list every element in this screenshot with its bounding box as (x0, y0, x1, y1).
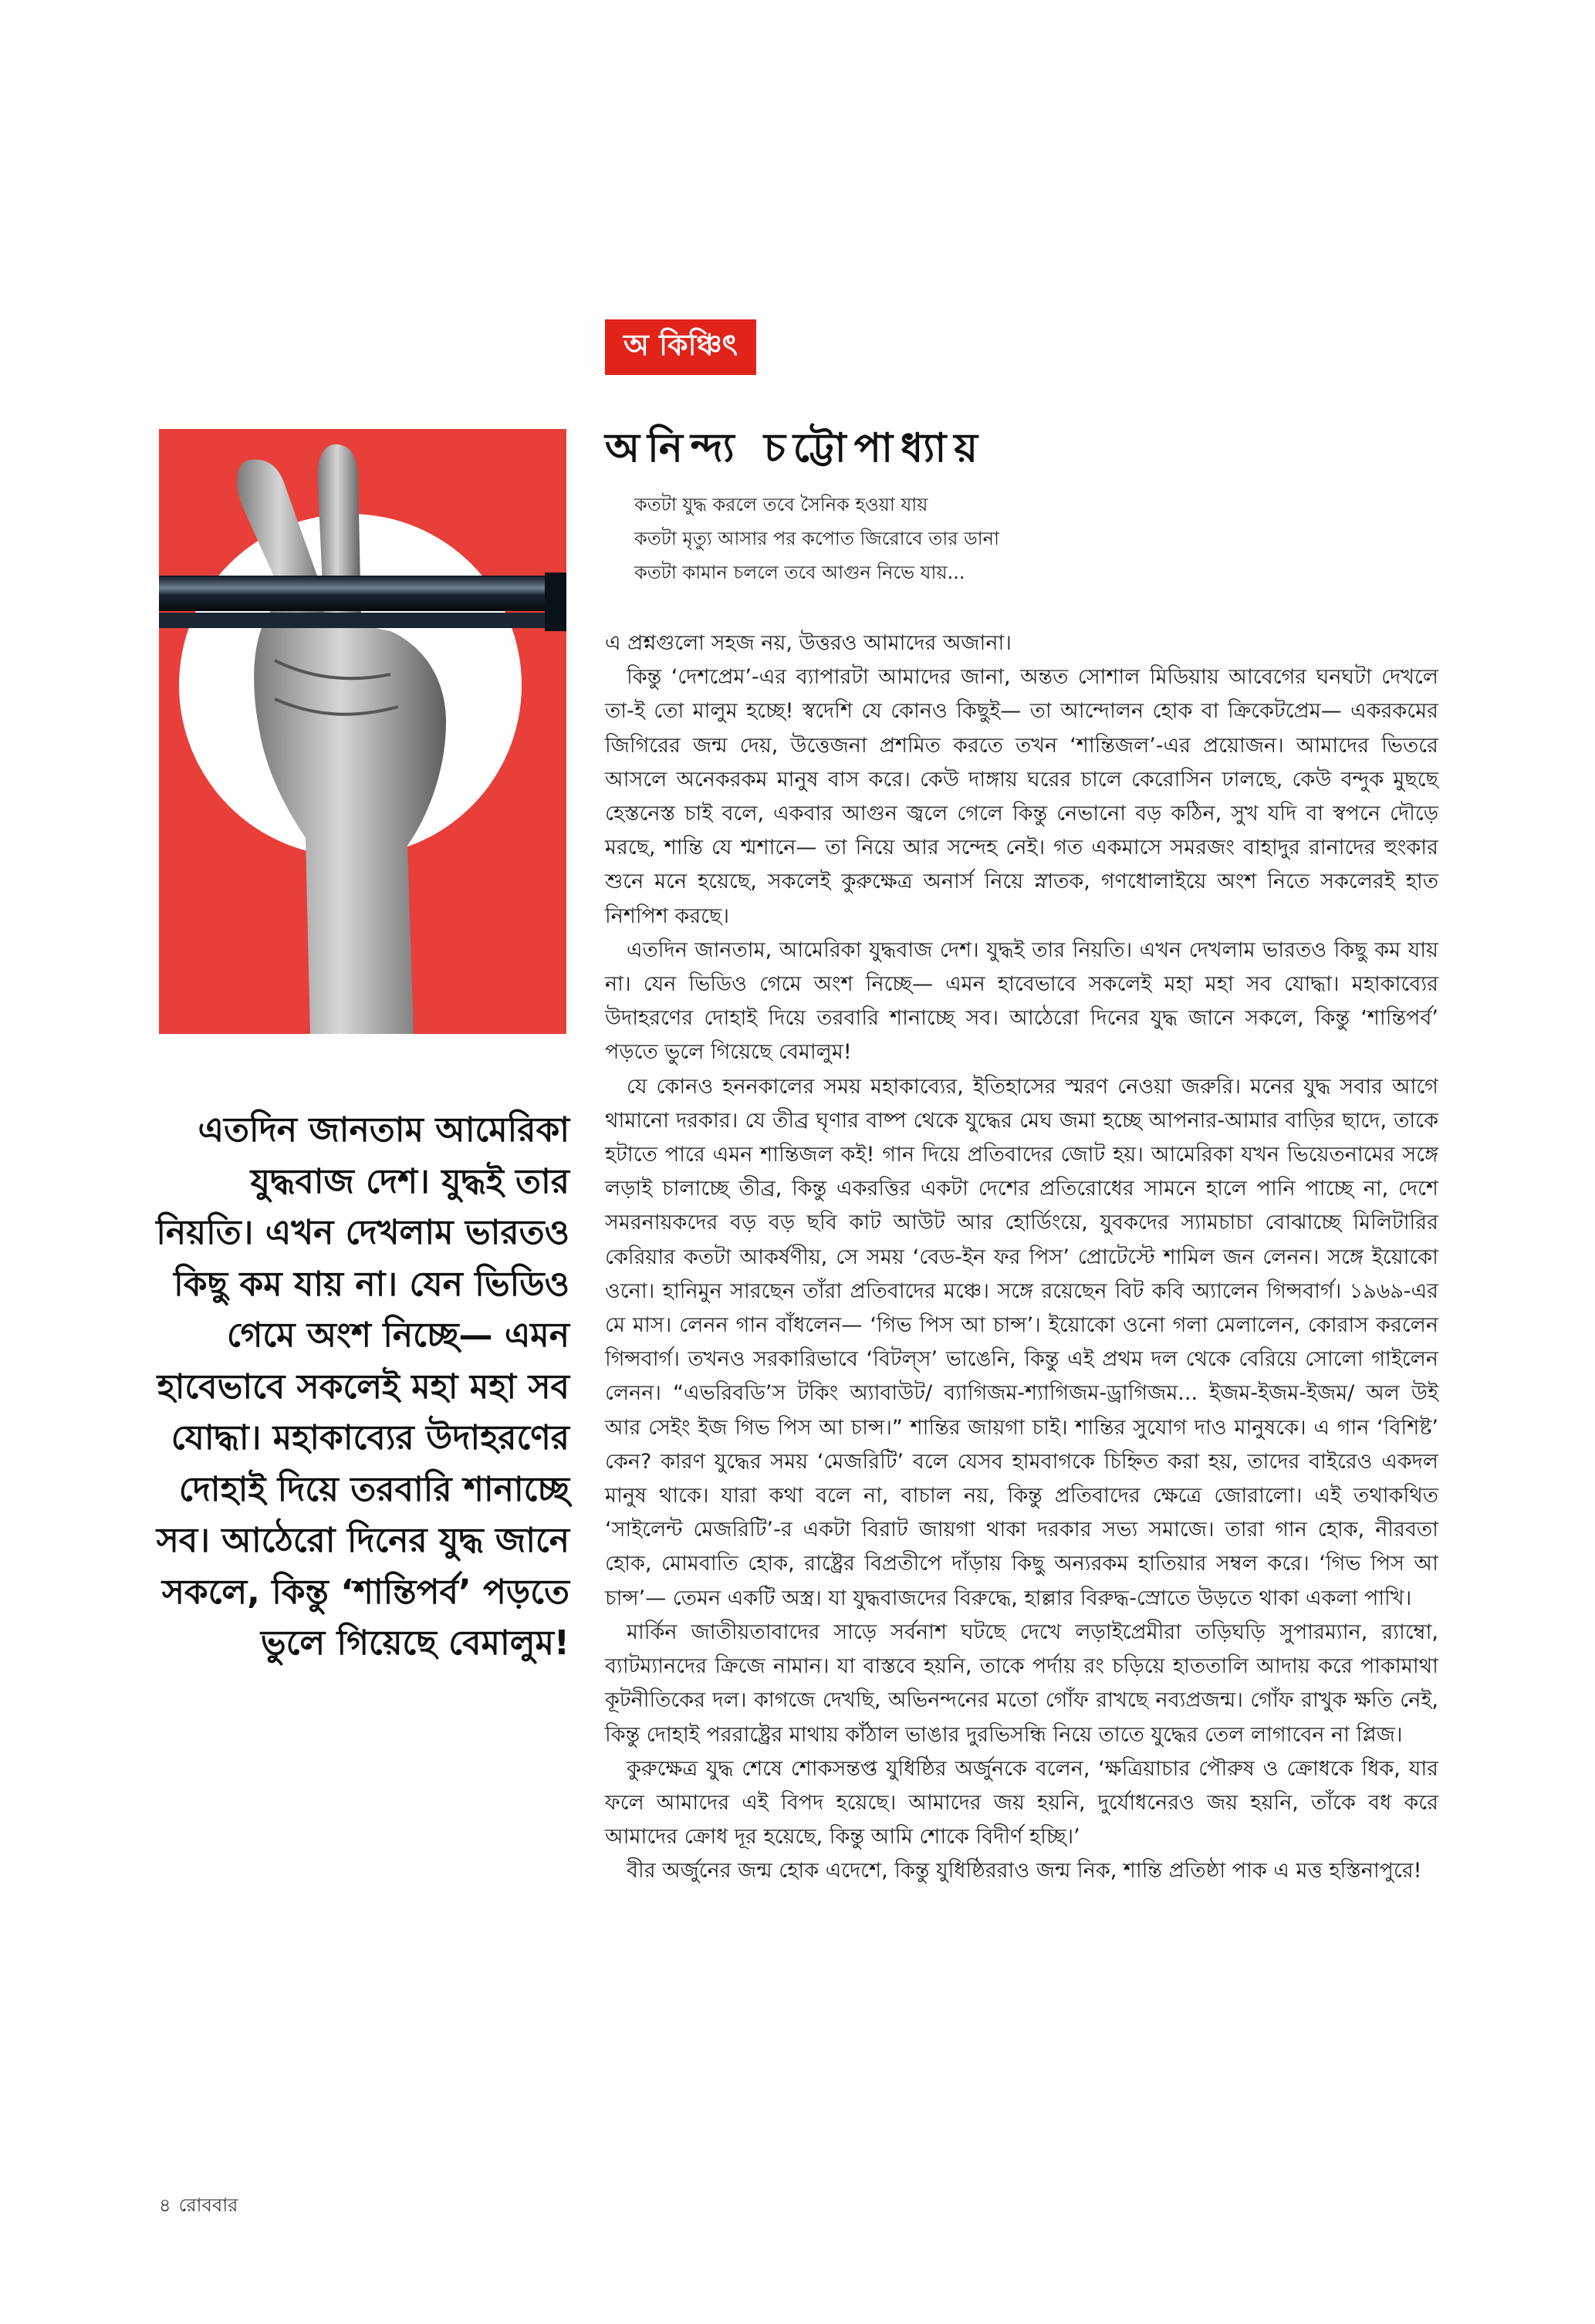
publication-name: রোববার (178, 2194, 238, 2216)
article-body (605, 627, 1438, 1889)
paragraph: কুরুক্ষেত্র যুদ্ধ শেষে শোকসন্তপ্ত যুধিষ্ঠির অর্জুনকে বলেন, ‘ক্ষত্রিয়াচার পৌরুষ ও ক্রোধকে ধিক, যার ফলে আমাদের এই বিপদ হয়েছে। আমাদের জয় হয়নি, দুর্যোধনেরও জয় হয়নি, তাঁকে বধ করে আমাদের ক্রোধ দূর হয়েছে, কিন্তু আমি শোকে বিদীর্ণ হচ্ছি।’ (605, 1756, 1438, 1849)
paragraph: এ প্রশ্নগুলো সহজ নয়, উত্তরও আমাদের অজানা। (605, 631, 1012, 655)
poem-line: কতটা যুদ্ধ করলে তবে সৈনিক হওয়া যায় (634, 494, 928, 515)
paragraph: এতদিন জানতাম, আমেরিকা যুদ্ধবাজ দেশ। যুদ্ধই তার নিয়তি। এখন দেখলাম ভারতও কিছু কম যায় না। যেন ভিডিও গেমে অংশ নিচ্ছে— এমন হাবেভাবে সকলেই মহা মহা সব যোদ্ধা। মহাকাব্যের উদাহরণের দোহাই দিয়ে তরবারি শানাচ্ছে সব। আঠেরো দিনের যুদ্ধ জানে সকলে, কিন্তু ‘শান্তিপর্ব’ পড়তে ভুলে গিয়েছে বেমালুম! (605, 937, 1438, 1065)
section-tag: অ কিঞ্চিৎ (605, 319, 756, 375)
page-footer (159, 2191, 238, 2222)
author-byline: অনিন্দ্য চট্টোপাধ্যায় (605, 425, 985, 471)
paragraph: যে কোনও হননকালের সময় মহাকাব্যের, ইতিহাসের স্মরণ নেওয়া জরুরি। মনের যুদ্ধ সবার আগে থামানো দরকার। যে তীব্র ঘৃণার বাষ্প থেকে যুদ্ধের মেঘ জমা হচ্ছে আপনার-আমার বাড়ির ছাদে, তাকে হটাতে পারে এমন শান্তিজল কই! গান দিয়ে প্রতিবাদের জোট হয়। আমেরিকা যখন ভিয়েতনামের সঙ্গে লড়াই চালাচ্ছে তীব্র, কিন্তু একরত্তির একটা দেশের প্রতিরোধের সামনে হালে পানি পাচ্ছে না, দেশে সমরনায়কদের বড় বড় ছবি কাট আউট আর হোর্ডিংয়ে, যুবকদের স্যামচাচা বোঝাচ্ছে মিলিটারির কেরিয়ার কতটা আকর্ষণীয়, সে সময় ‘বেড-ইন ফর পিস’ প্রোটেস্টে শামিল জন লেনন। সঙ্গে ইয়োকো ওনো। হানিমুন সারছেন তাঁরা প্রতিবাদের মঞ্চে। সঙ্গে রয়েছেন বিট কবি অ্যালেন গিন্সবার্গ। ১৯৬৯-এর মে মাস। লেনন গান বাঁধলেন— ‘গিভ পিস আ চান্স’। ইয়োকো ওনো গলা মেলালেন, কোরাস করলেন গিন্সবার্গ। তখনও সরকারিভাবে ‘বিটল্স’ ভাঙেনি, কিন্তু এই প্রথম দল থেকে বেরিয়ে সোলো গাইলেন লেনন। “এভরিবডি’স টকিং অ্যাবাউট/ ব্যাগিজম-শ্যাগিজম-ড্রাগিজম... ইজম-ইজম-ইজম/ অল উই আর সেইং ইজ গিভ পিস আ চান্স।” শান্তির জায়গা চাই। শান্তির সুযোগ দাও মানুষকে। এ গান ‘বিশিষ্ট’ কেন? কারণ যুদ্ধের সময় ‘মেজরিটি’ বলে যেসব হামবাগকে চিহ্নিত করা হয়, তাদের বাইরেও একদল মানুষ থাকে। যারা কথা বলে না, বাচাল নয়, কিন্তু প্রতিবাদের ক্ষেত্রে জোরালো। এই তথাকথিত ‘সাইলেন্ট মেজরিটি’-র একটা বিরাট জায়গা থাকা দরকার সভ্য সমাজে। তারা গান হোক, নীরবতা হোক, মোমবাতি হোক, রাষ্ট্রের বিপ্রতীপে দাঁড়ায় কিছু অন্যরকম হাতিয়ার সম্বল করে। ‘গিভ পিস আ চান্স’— তেমন একটি অস্ত্র। যা যুদ্ধবাজদের বিরুদ্ধে, হাল্লার বিরুদ্ধ-স্রোতে উড়তে থাকা একলা পাখি। (605, 1074, 1438, 1610)
epigraph-poem (634, 488, 1329, 589)
poem-line: কতটা মৃত্যু আসার পর কপোত জিরোবে তার ডানা (634, 528, 999, 549)
paragraph: মার্কিন জাতীয়তাবাদের সাড়ে সর্বনাশ ঘটছে দেখে লড়াইপ্রেমীরা তড়িঘড়ি সুপারম্যান, র‍্যাম্বো, ব্যাটম্যানদের ক্রিজে নামান। যা বাস্তবে হয়নি, তাকে পর্দায় রং চড়িয়ে হাততালি আদায় করে পাকামাথা কূটনীতিকের দল। কাগজে দেখছি, অভিনন্দনের মতো গোঁফ রাখছে নব্যপ্রজন্ম। গোঁফ রাখুক ক্ষতি নেই, কিন্তু দোহাই পররাষ্ট্রের মাথায় কাঁঠাল ভাঙার দুরভিসন্ধি নিয়ে তাতে যুদ্ধের তেল লাগাবেন না প্লিজ। (605, 1620, 1438, 1747)
peace-sign-illustration (159, 429, 566, 1034)
pull-quote: এতদিন জানতাম আমেরিকা যুদ্ধবাজ দেশ। যুদ্ধই তার নিয়তি। এখন দেখলাম ভারতও কিছু কম যায় না। যেন ভিডিও গেমে অংশ নিচ্ছে— এমন হাবেভাবে সকলেই মহা মহা সব যোদ্ধা। মহাকাব্যের উদাহরণের দোহাই দিয়ে তরবারি শানাচ্ছে সব। আঠেরো দিনের যুদ্ধ জানে সকলে, কিন্তু ‘শান্তিপর্ব’ পড়তে ভুলে গিয়েছে বেমালুম! (156, 1110, 569, 1663)
paragraph: বীর অর্জুনের জন্ম হোক এদেশে, কিন্তু যুধিষ্ঠিররাও জন্ম নিক, শান্তি প্রতিষ্ঠা পাক এ মত্ত হস্তিনাপুরে! (627, 1859, 1422, 1883)
paragraph: কিন্তু ‘দেশপ্রেম’-এর ব্যাপারটা আমাদের জানা, অন্তত সোশাল মিডিয়ায় আবেগের ঘনঘটা দেখলে তা-ই তো মালুম হচ্ছে! স্বদেশি যে কোনও কিছুই— তা আন্দোলন হোক বা ক্রিকেটপ্রেম— একরকমের জিগিরের জন্ম দেয়, উত্তেজনা প্রশমিত করতে তখন ‘শান্তিজল’-এর প্রয়োজন। আমাদের ভিতরে আসলে অনেকরকম মানুষ বাস করে। কেউ দাঙ্গায় ঘরের চালে কেরোসিন ঢালছে, কেউ বন্দুক মুছছে হেস্তনেস্ত চাই বলে, একবার আগুন জ্বলে গেলে কিন্তু নেভানো বড় কঠিন, সুখ যদি বা স্বপনে দৌড়ে মরছে, শান্তি যে শ্মশানে— তা নিয়ে আর সন্দেহ নেই। গত একমাসে সমরজং বাহাদুর রানাদের হুংকার শুনে মনে হয়েছে, সকলেই কুরুক্ষেত্র অনার্স নিয়ে স্নাতক, গণধোলাইয়ে অংশ নিতে সকলেরই হাত নিশপিশ করছে। (605, 665, 1438, 928)
poem-line: কতটা কামান চললে তবে আগুন নিভে যায়... (634, 562, 965, 583)
page-number: ৪ (159, 2194, 171, 2216)
